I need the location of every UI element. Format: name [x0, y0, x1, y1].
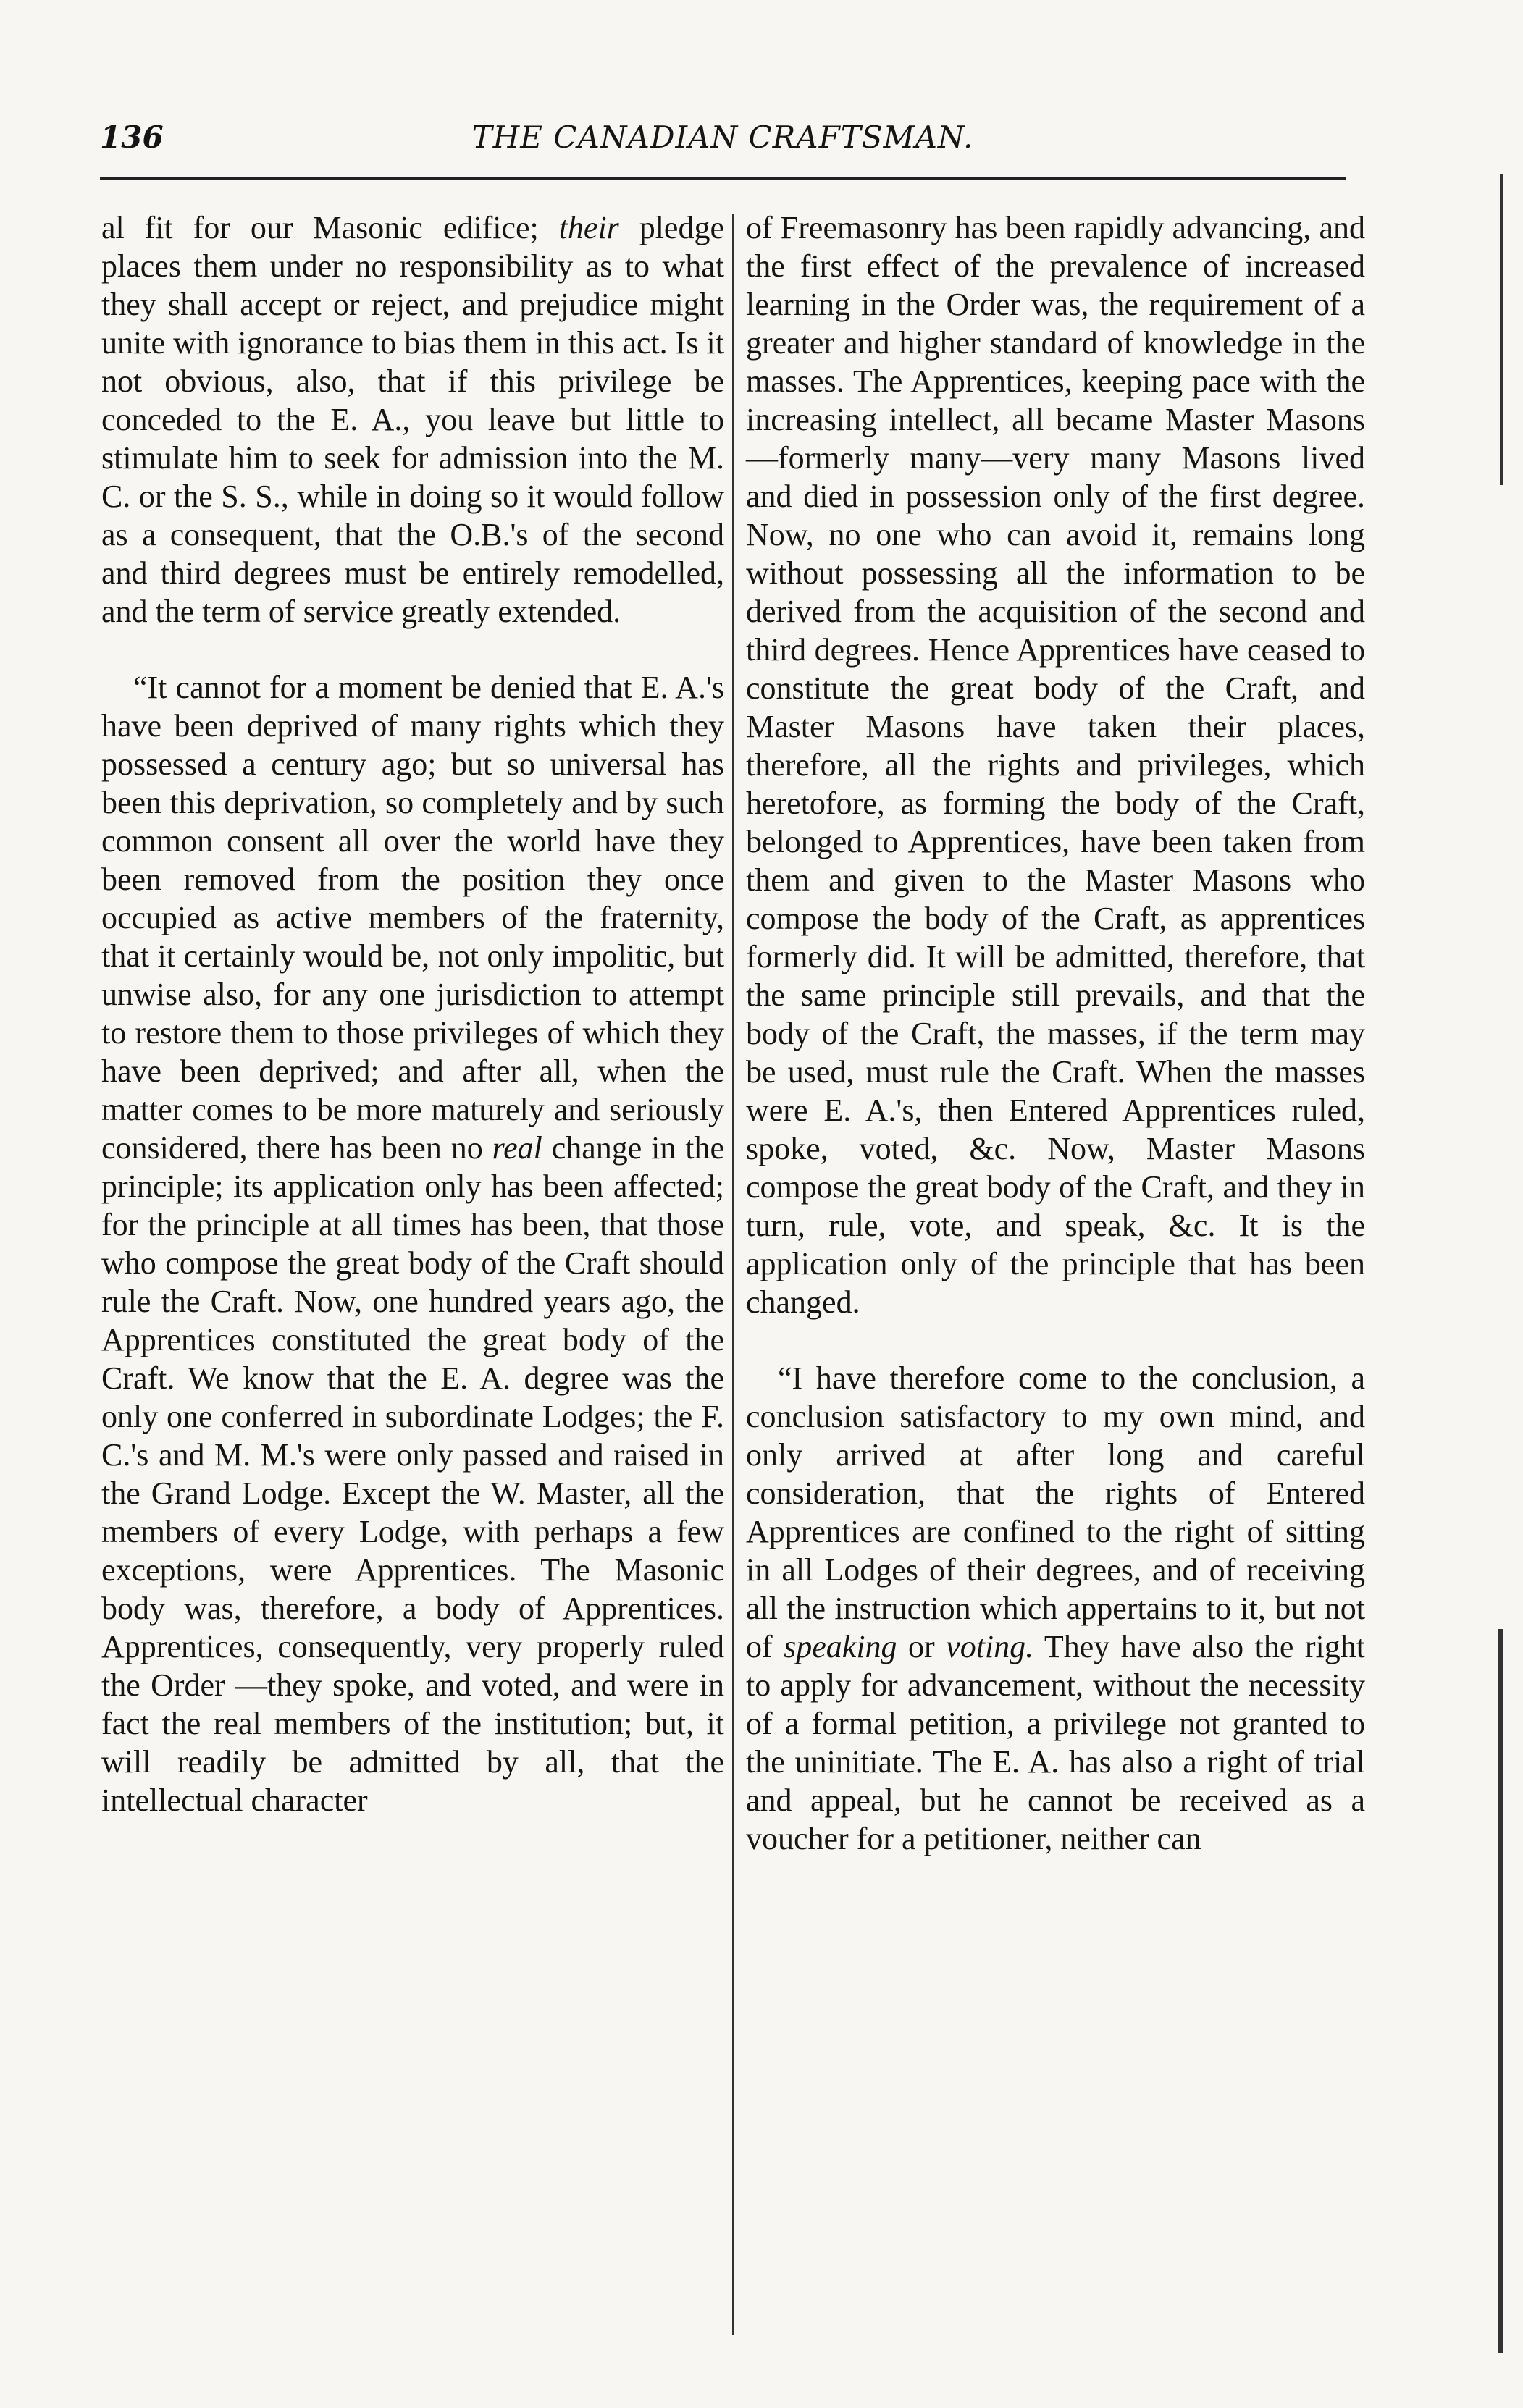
- left-paragraph-1: [101, 209, 724, 631]
- text-run: or: [897, 1629, 947, 1664]
- text-run: pledge places them under no responsibility as to what they shall accept or reject, and prejudice might unite with ignorance to bias them in this act. Is it not obvious, also, that if this privilege be conceded to the E. A., you leave but little to stimulate him to seek for admission into the M. C. or the S. S., while in doing so it would follow as a consequent, that the O.B.'s of the second and third degrees must be entirely remodelled, and the term of service greatly extended.: [101, 210, 724, 629]
- text-run: “I have therefore come to the conclusion, a conclusion satisfactory to my own mind, and only arrived at after long and careful consideration, that the rights of Entered Apprentices are confined to the right of sitting in all Lodges of their degrees, and of receiving all the instruction which appertains to it, but not of: [746, 1360, 1365, 1664]
- page-edge-shadow: [1498, 1629, 1503, 2353]
- italic-run: real: [492, 1130, 542, 1166]
- column-divider: [732, 214, 734, 2335]
- italic-run: speaking: [784, 1629, 897, 1664]
- left-paragraph-2: [101, 668, 724, 1819]
- italic-run: voting.: [946, 1629, 1034, 1664]
- right-column: [746, 209, 1365, 1858]
- right-paragraph-1: of Freemasonry has been rapidly advancing, and the first effect of the prevalence of increased learning in the Order was, the requirement of a greater and higher standard of knowledge in the masses. The Apprentices, keeping pace with the increasing intellect, all became Master Masons—formerly many—very many Masons lived and died in possession only of the first degree. Now, no one who can avoid it, remains long without possessing all the information to be derived from the acquisition of the second and third degrees. Hence Apprentices have ceased to constitute the great body of the Craft, and Master Masons have taken their places, therefore, all the rights and privileges, which heretofore, as forming the body of the Craft, belonged to Apprentices, have been taken from them and given to the Master Masons who compose the body of the Craft, as apprentices formerly did. It will be admitted, therefore, that the same principle still prevails, and that the body of the Craft, the masses, if the term may be used, must rule the Craft. When the masses were E. A.'s, then Entered Apprentices ruled, spoke, voted, &c. Now, Master Masons compose the great body of the Craft, and they in turn, rule, vote, and speak, &c. It is the application only of the principle that has been changed.: [746, 210, 1365, 1320]
- right-paragraph-2: [746, 1359, 1365, 1858]
- text-run: They have also the right to apply for advancement, without the necessity of a formal petition, a privilege not granted to the uninitiate. The E. A. has also a right of trial and appeal, but he cannot be received as a voucher for a petitioner, neither can: [746, 1629, 1365, 1856]
- left-column: [101, 209, 724, 1819]
- page-edge-shadow: [1500, 174, 1503, 485]
- page-number: 136: [100, 119, 164, 155]
- text-run: “It cannot for a moment be denied that E. A.'s have been deprived of many rights which they possessed a century ago; but so universal has been this deprivation, so completely and by such common consent all over the world have they been removed from the position they once occupied as active members of the fraternity, that it certainly would be, not only impolitic, but unwise also, for any one jurisdiction to attempt to restore them to those privileges of which they have been deprived; and after all, when the matter comes to be more maturely and seriously considered, there has been no: [101, 670, 724, 1166]
- running-title: THE CANADIAN CRAFTSMAN.: [471, 119, 974, 155]
- page-header: [100, 119, 1346, 180]
- italic-run: their: [558, 210, 619, 245]
- text-run: al fit for our Masonic edifice;: [101, 210, 559, 245]
- text-run: change in the principle; its application only has been affected; for the principle at all times has been, that those who compose the great body of the Craft should rule the Craft. Now, one hundred years ago, the Apprentices constituted the great body of the Craft. We know that the E. A. degree was the only one conferred in subordinate Lodges; the F. C.'s and M. M.'s were only passed and raised in the Grand Lodge. Except the W. Master, all the members of every Lodge, with perhaps a few exceptions, were Apprentices. The Masonic body was, therefore, a body of Apprentices. Apprentices, consequently, very properly ruled the Order —they spoke, and voted, and were in fact the real members of the institution; but, it will readily be admitted by all, that the intellectual character: [101, 1130, 724, 1818]
